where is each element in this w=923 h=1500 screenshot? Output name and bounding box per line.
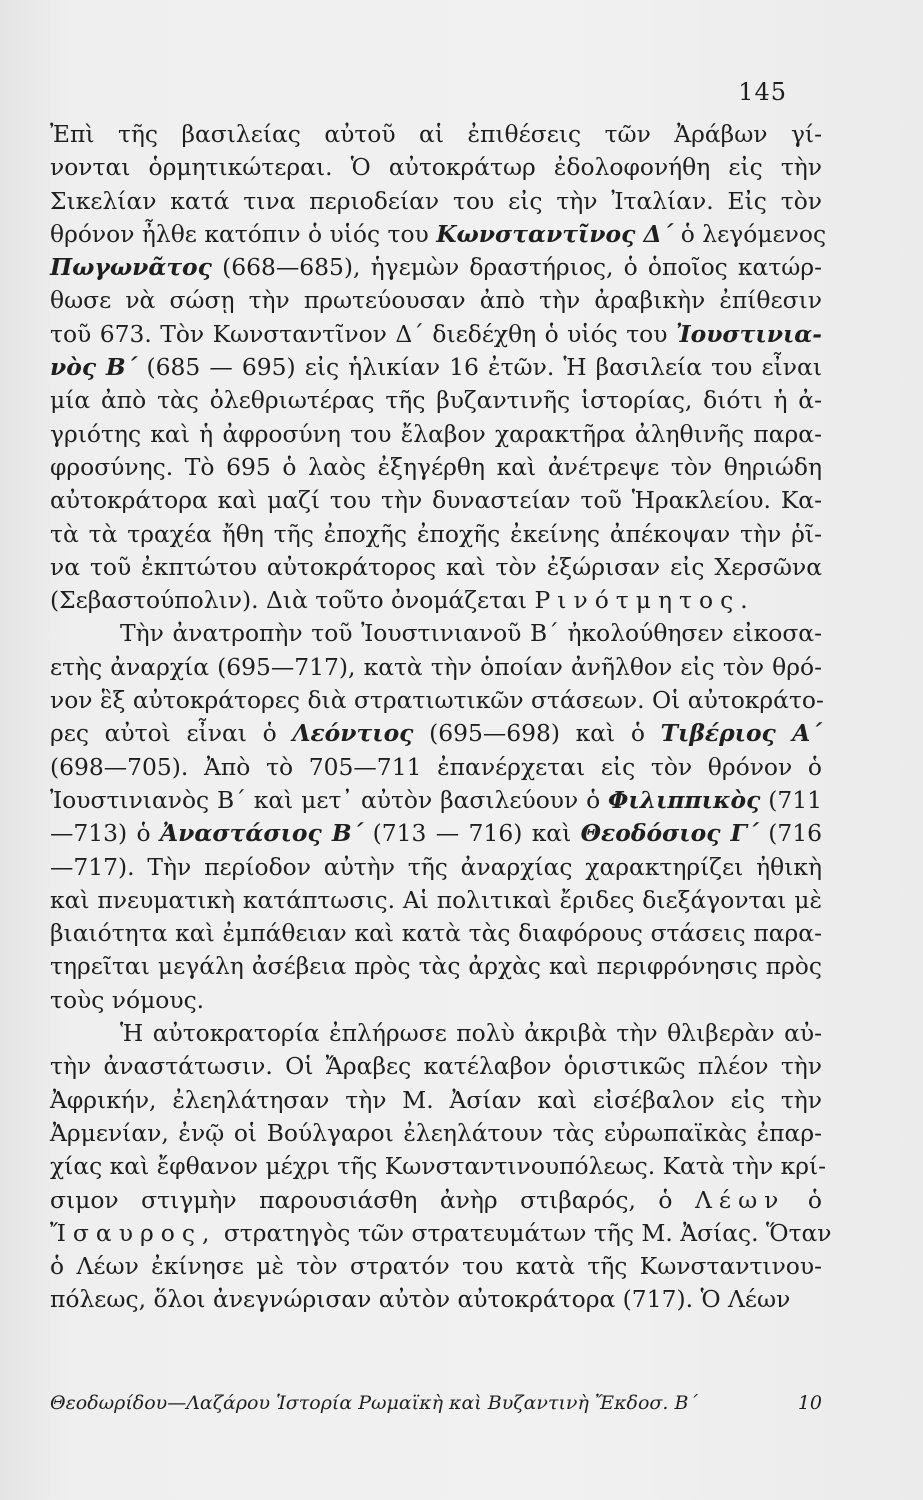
text-line — [50, 484, 822, 517]
text-line — [50, 418, 822, 451]
emphasized-name: Φιλιππικὸς — [608, 785, 761, 814]
text-line — [50, 251, 822, 284]
paragraph — [50, 118, 827, 617]
text-run: θρόνον ἦλθε κατόπιν ὁ υἱός του — [50, 219, 437, 248]
spaced-name: Ἴσαυρος, — [50, 1218, 217, 1247]
text-run: (668—685), ἡγεμὼν δραστήριος, ὁ ὁποῖος κατώρ- — [211, 253, 822, 282]
text-line — [50, 185, 822, 218]
text-line — [50, 1184, 822, 1217]
text-run: (685 — 695) εἰς ἡλικίαν 16 ἐτῶν. Ἡ βασιλεία του εἶναι — [137, 353, 822, 382]
text-run: χίας καὶ ἔφθανον μέχρι τῆς Κωνσταντινουπόλεως. Κατὰ τὴν κρί- — [50, 1152, 827, 1181]
footer-text: Θεοδωρίδου—Λαζάρου Ἱστορία Ρωμαϊκὴ καὶ Βυζαντινὴ Ἔκδοσ. Β΄ — [50, 1392, 698, 1414]
text-run: Σικελίαν κατά τινα περιοδείαν του εἰς τὴν Ἰταλίαν. Εἰς τὸν — [50, 186, 822, 215]
text-run: θωσε νὰ σώσῃ τὴν πρωτεύουσαν ἀπὸ τὴν ἀραβικὴν ἐπίθεσιν — [50, 286, 822, 315]
text-run: ὁ — [785, 1185, 822, 1214]
text-run: (713 — 716) καὶ — [363, 819, 581, 848]
emphasized-name: Λεόντιος — [292, 719, 414, 748]
text-line — [50, 1084, 822, 1117]
emphasized-name: Κωνσταντῖνος Δ΄ — [436, 219, 674, 248]
emphasized-name: Τιβέριος Α΄ — [660, 719, 822, 748]
text-line — [50, 284, 822, 317]
text-run: (Σεβαστούπολιν). Διὰ τοῦτο ὀνομάζεται — [50, 586, 535, 615]
text-run: Ἀφρικήν, ἐλεηλάτησαν τὴν Μ. Ἀσίαν καὶ εἰσέβαλον εἰς τὴν — [50, 1085, 822, 1114]
spaced-name: Ρινότμητος. — [534, 586, 755, 615]
text-run: πόλεως, ὅλοι ἀνεγνώρισαν αὐτὸν αὐτοκράτορα (717). Ὁ Λέων — [50, 1285, 791, 1314]
text-run: ὁ Λέων ἐκίνησε μὲ τὸν στρατόν του κατὰ τῆς Κωνσταντινου- — [50, 1252, 822, 1281]
text-run: να τοῦ ἐκπτώτου αὐτοκράτορος καὶ τὸν ἐξώρισαν εἰς Χερσῶνα — [50, 552, 822, 581]
text-run: (698—705). Ἀπὸ τὸ 705—711 ἐπανέρχεται εἰς τὸν θρόνον ὁ — [50, 752, 822, 781]
text-run: Ἀρμενίαν, ἐνῷ οἱ Βούλγαροι ἐλεηλάτουν τὰς εὐρωπαϊκὰς ἐπαρ- — [50, 1118, 822, 1147]
text-line — [50, 1150, 827, 1183]
text-line — [50, 1283, 822, 1316]
text-line — [50, 1250, 822, 1283]
text-run: (711 — [760, 785, 822, 814]
text-line — [50, 451, 822, 484]
text-run: γριότης καὶ ἡ ἀφροσύνη του ἔλαβον χαρακτῆρα ἀληθινῆς παρα- — [50, 419, 822, 448]
text-line — [50, 684, 822, 717]
emphasized-name: Θεοδόσιος Γ΄ — [580, 819, 759, 848]
text-line — [50, 151, 822, 184]
text-run: μία ἀπὸ τὰς ὀλεθριωτέρας τῆς βυζαντινῆς ἱστορίας, διότι ἡ ἀ- — [50, 386, 822, 415]
text-line — [50, 817, 822, 850]
text-run: νον ἓξ αὐτοκράτορες διὰ στρατιωτικῶν στάσεων. Οἱ αὐτοκράτο- — [50, 686, 824, 715]
text-line — [50, 218, 827, 251]
text-line — [50, 551, 822, 584]
footer — [50, 1392, 822, 1414]
text-run: στρατηγὸς τῶν στρατευμάτων τῆς Μ. Ἀσίας. Ὅταν — [216, 1218, 832, 1247]
text-run: Τὴν ἀνατροπὴν τοῦ Ἰουστινιανοῦ Β΄ ἠκολούθησεν εἰκοσα- — [120, 619, 822, 648]
text-line — [50, 384, 822, 417]
text-line — [50, 917, 822, 950]
text-line — [50, 518, 822, 551]
text-line — [50, 1050, 822, 1083]
text-line — [50, 584, 822, 617]
emphasized-name: νὸς Β΄ — [50, 353, 138, 382]
text-run: νονται ὁρμητικώτεραι. Ὁ αὐτοκράτωρ ἐδολοφονήθη εἰς τὴν — [50, 153, 822, 182]
text-run: τὴν ἀναστάτωσιν. Οἱ Ἄραβες κατέλαβον ὁριστικῶς πλέον τὴν — [50, 1052, 822, 1081]
spaced-name: Λέων — [695, 1185, 786, 1214]
text-line — [50, 1017, 822, 1050]
text-line — [50, 851, 822, 884]
text-run: αὐτοκράτορα καὶ μαζί του τὴν δυναστείαν τοῦ Ἡρακλείου. Κα- — [50, 486, 822, 515]
page-number: 145 — [738, 78, 787, 106]
paragraph — [50, 617, 822, 1017]
text-run: ὁ λεγόμενος — [673, 219, 827, 248]
text-run: φροσύνης. Τὸ 695 ὁ λαὸς ἐξηγέρθη καὶ ἀνέτρεψε τὸν θηριώδη — [50, 452, 822, 481]
text-line — [50, 351, 822, 384]
text-line — [50, 1117, 822, 1150]
text-line — [50, 984, 822, 1017]
emphasized-name: Πωγωνᾶτος — [50, 253, 212, 282]
text-run: τοῦ 673. Τὸν Κωνσταντῖνον Δ΄ διεδέχθη ὁ υἱός του — [50, 319, 676, 348]
text-line — [50, 751, 822, 784]
text-run: σιμον στιγμὴν παρουσιάσθη ἀνὴρ στιβαρός, ὁ — [50, 1185, 696, 1214]
paragraph — [50, 1017, 832, 1317]
text-run: τηρεῖται μεγάλη ἀσέβεια πρὸς τὰς ἀρχὰς καὶ περιφρόνησις πρὸς — [50, 952, 822, 981]
text-run: —717). Τὴν περίοδον αὐτὴν τῆς ἀναρχίας χαρακτηρίζει ἠθικὴ — [50, 852, 822, 881]
text-line — [50, 617, 822, 650]
text-line — [50, 651, 822, 684]
text-run: (695—698) καὶ ὁ — [413, 719, 661, 748]
text-run: τὰ τὰ τραχέα ἤθη τῆς ἐποχῆς ἐποχῆς ἐκείνης ἀπέκοψαν τὴν ῥῖ- — [50, 519, 822, 548]
text-line — [50, 118, 822, 151]
text-run: ετὴς ἀναρχία (695—717), κατὰ τὴν ὁποίαν ἀνῆλθον εἰς τὸν θρό- — [50, 652, 822, 681]
text-line — [50, 884, 822, 917]
text-run: Ἐπὶ τῆς βασιλείας αὐτοῦ αἱ ἐπιθέσεις τῶν Ἀράβων γί- — [50, 120, 822, 148]
text-line — [50, 1217, 832, 1250]
text-line — [50, 318, 822, 351]
text-run: (716 — [758, 819, 822, 848]
text-run: —713) ὁ — [50, 819, 160, 848]
emphasized-name: Ἰουστινια- — [675, 319, 822, 348]
text-line — [50, 950, 822, 983]
text-run: Ἡ αὐτοκρατορία ἐπλήρωσε πολὺ ἀκριβὰ τὴν θλιβερὰν αὐ- — [120, 1019, 822, 1048]
text-run: ρες αὐτοὶ εἶναι ὁ — [50, 719, 293, 748]
text-run: καὶ πνευματικὴ κατάπτωσις. Αἱ πολιτικαὶ ἔριδες διεξάγονται μὲ — [50, 885, 822, 914]
body-text — [50, 118, 832, 1317]
text-run: τοὺς νόμους. — [50, 985, 205, 1014]
text-line — [50, 784, 822, 817]
text-run: Ἰουστινιανὸς Β΄ καὶ μετ᾽ αὐτὸν βασιλεύουν ὁ — [50, 785, 609, 814]
text-line — [50, 717, 822, 750]
text-run: βιαιότητα καὶ ἐμπάθειαν καὶ κατὰ τὰς διαφόρους στάσεις παρα- — [50, 919, 822, 948]
signature-mark: 10 — [797, 1392, 822, 1414]
emphasized-name: Ἀναστάσιος Β΄ — [159, 819, 364, 848]
